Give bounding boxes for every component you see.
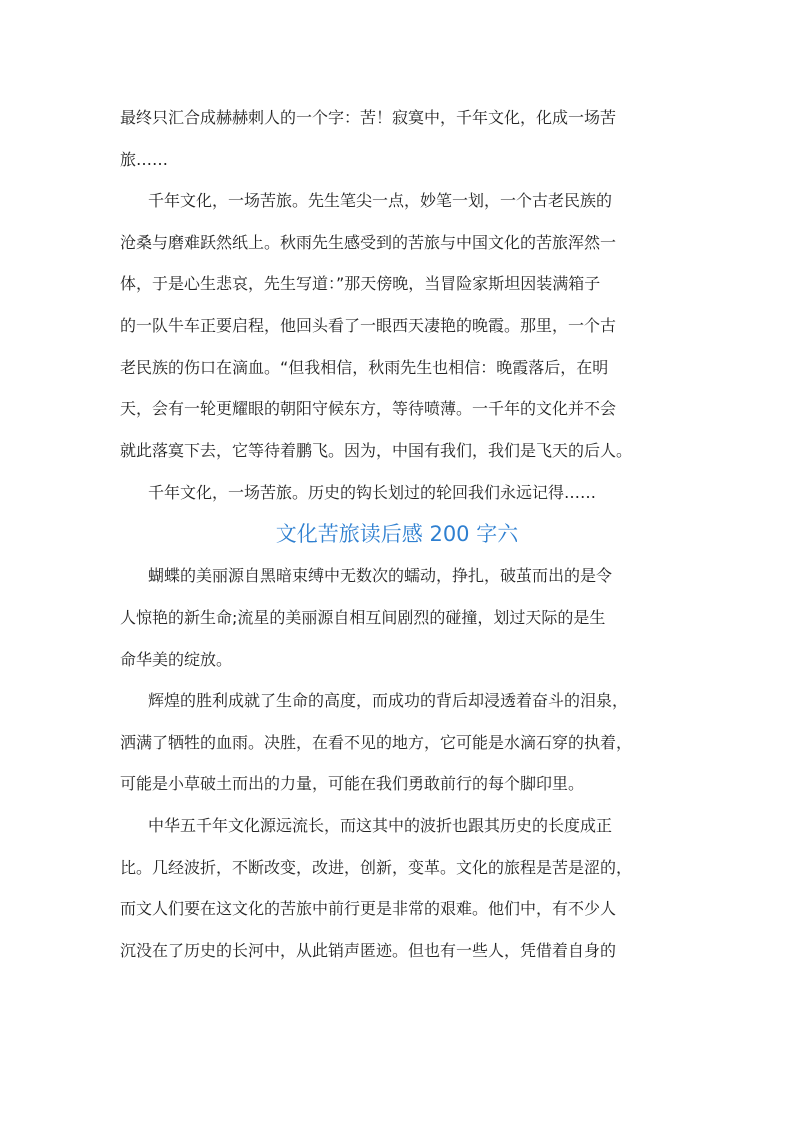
paragraph-line: 洒满了牺牲的血雨。决胜，在看不见的地方，它可能是水滴石穿的执着， bbox=[120, 733, 633, 752]
paragraph-line: 千年文化，一场苦旅。历史的钩长划过的轮回我们永远记得…… bbox=[148, 483, 597, 502]
paragraph-line: 中华五千年文化源远流长，而这其中的波折也跟其历史的长度成正 bbox=[148, 816, 613, 835]
paragraph-line: 而文人们要在这文化的苦旅中前行更是非常的艰难。他们中，有不少人 bbox=[120, 899, 617, 918]
paragraph-line: 沧桑与磨难跃然纸上。秋雨先生感受到的苦旅与中国文化的苦旅浑然一 bbox=[120, 233, 617, 252]
paragraph-line: 可能是小草破土而出的力量，可能在我们勇敢前行的每个脚印里。 bbox=[120, 774, 585, 793]
paragraph-line: 老民族的伤口在滴血。“但我相信，秋雨先生也相信：晚霞落后，在明 bbox=[120, 358, 609, 377]
paragraph-line: 千年文化，一场苦旅。先生笔尖一点，妙笔一划，一个古老民族的 bbox=[148, 191, 613, 210]
paragraph-line: 人惊艳的新生命;流星的美丽源自相互间剧烈的碰撞，划过天际的是生 bbox=[120, 608, 606, 627]
section-heading: 文化苦旅读后感 200 字六 bbox=[275, 522, 519, 546]
paragraph-line: 旅…… bbox=[120, 150, 169, 169]
paragraph-line: 最终只汇合成赫赫刺人的一个字：苦！寂寞中，千年文化，化成一场苦 bbox=[120, 108, 617, 127]
paragraph-line: 比。几经波折，不断改变，改进，创新，变革。文化的旅程是苦是涩的， bbox=[120, 858, 633, 877]
paragraph-line: 天，会有一轮更耀眼的朝阳守候东方，等待喷薄。一千年的文化并不会 bbox=[120, 399, 617, 418]
paragraph-line: 辉煌的胜利成就了生命的高度，而成功的背后却浸透着奋斗的泪泉， bbox=[148, 691, 629, 710]
paragraph-line: 体，于是心生悲哀，先生写道：”那天傍晚，当冒险家斯坦因装满箱子 bbox=[120, 274, 601, 293]
paragraph-line: 命华美的绽放。 bbox=[120, 650, 233, 669]
paragraph-line: 的一队牛车正要启程，他回头看了一眼西天凄艳的晚霞。那里，一个古 bbox=[120, 316, 617, 335]
paragraph-line: 就此落寞下去，它等待着鹏飞。因为，中国有我们，我们是飞天的后人。 bbox=[120, 441, 633, 460]
paragraph-line: 蝴蝶的美丽源自黑暗束缚中无数次的蠕动，挣扎，破茧而出的是令 bbox=[148, 566, 613, 585]
paragraph-line: 沉没在了历史的长河中，从此销声匿迹。但也有一些人，凭借着自身的 bbox=[120, 941, 617, 960]
